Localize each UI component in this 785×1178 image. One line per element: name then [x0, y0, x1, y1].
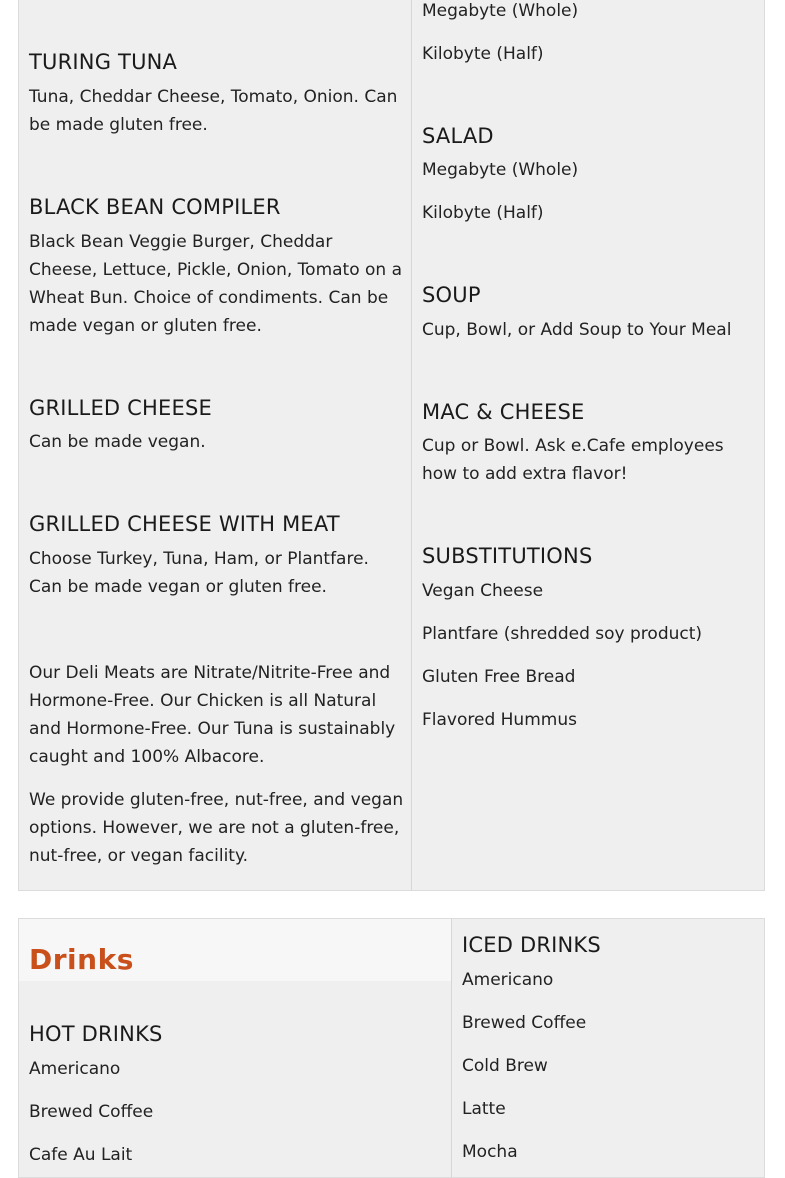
iced-drink-item: Latte: [462, 1099, 506, 1119]
iced-drink-item: Cold Brew: [462, 1056, 548, 1076]
hot-drink-item: Cafe Au Lait: [29, 1145, 133, 1165]
column-divider: [451, 919, 452, 1177]
item-title-substitutions: SUBSTITUTIONS: [422, 544, 593, 568]
hot-drink-item: Brewed Coffee: [29, 1102, 154, 1122]
substitution-option: Plantfare (shredded soy product): [422, 624, 703, 644]
item-title-grilled-cheese: GRILLED CHEESE: [29, 396, 212, 420]
salad-option-half: Kilobyte (Half): [422, 203, 544, 223]
item-desc-turing-tuna: Tuna, Cheddar Cheese, Tomato, Onion. Can be made gluten free.: [29, 87, 398, 135]
item-desc-soup: Cup, Bowl, or Add Soup to Your Meal: [422, 320, 732, 340]
item-desc-grilled-cheese-meat: Choose Turkey, Tuna, Ham, or Plantfare. Can be made vegan or gluten free.: [29, 549, 369, 597]
item-title-mac-cheese: MAC & CHEESE: [422, 400, 585, 424]
hot-drink-item: Americano: [29, 1059, 121, 1079]
sourcing-note: Our Deli Meats are Nitrate/Nitrite-Free and Hormone-Free. Our Chicken is all Natural and Hormone-Free. Our Tuna is sustainably caught and 100% Albacore.: [29, 663, 396, 767]
substitution-option: Flavored Hummus: [422, 710, 577, 730]
substitution-option: Gluten Free Bread: [422, 667, 576, 687]
item-title-turing-tuna: TURING TUNA: [29, 50, 178, 74]
column-divider: [411, 0, 412, 890]
salad-option-whole: Megabyte (Whole): [422, 160, 579, 180]
item-desc-black-bean-compiler: Black Bean Veggie Burger, Cheddar Cheese, Lettuce, Pickle, Onion, Tomato on a Wheat Bun. Choice of condiments. Can be made vegan or gluten free.: [29, 232, 403, 336]
iced-drink-item: Mocha: [462, 1142, 518, 1162]
iced-drink-item: Brewed Coffee: [462, 1013, 587, 1033]
item-desc-mac-cheese: Cup or Bowl. Ask e.Cafe employees how to add extra flavor!: [422, 436, 724, 484]
drinks-section-title: Drinks: [29, 943, 134, 976]
item-title-black-bean-compiler: BLACK BEAN COMPILER: [29, 195, 281, 219]
hot-drinks-title: HOT DRINKS: [29, 1022, 163, 1046]
substitution-option: Vegan Cheese: [422, 581, 544, 601]
item-desc-grilled-cheese: Can be made vegan.: [29, 432, 206, 452]
size-option-half: Kilobyte (Half): [422, 44, 544, 64]
iced-drinks-title: ICED DRINKS: [462, 933, 601, 957]
size-option-whole: Megabyte (Whole): [422, 1, 579, 21]
item-title-salad: SALAD: [422, 124, 494, 148]
allergen-note: We provide gluten-free, nut-free, and vegan options. However, we are not a gluten-free, nut-free, or vegan facility.: [29, 790, 404, 866]
iced-drink-item: Americano: [462, 970, 554, 990]
item-title-grilled-cheese-meat: GRILLED CHEESE WITH MEAT: [29, 512, 340, 536]
item-title-soup: SOUP: [422, 283, 481, 307]
